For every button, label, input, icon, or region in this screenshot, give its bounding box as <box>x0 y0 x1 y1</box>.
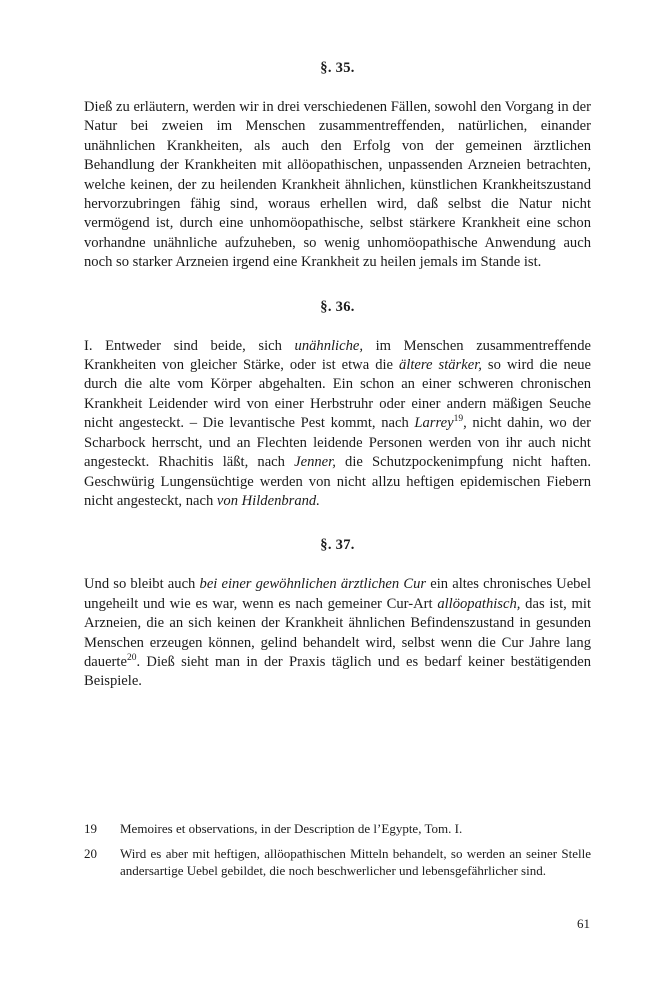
text-run: . Dieß sieht man in der Praxis täglich und es bedarf keiner bestätigenden Beispiele. <box>84 653 591 690</box>
text-run: Wird es aber mit heftigen, allöopathischen Mitteln behandelt, so werden an seiner Stelle andersartige Uebel gebildet, die noch beschwerlicher und lebensgefährlicher sind. <box>120 845 591 879</box>
section-heading-35: §. 35. <box>320 60 355 76</box>
text-run: Dieß zu erläutern, werden wir in drei verschiedenen Fällen, sowohl den Vorgang in der Natur bei zweien im Menschen zusammentreffenden, natürlichen, einander unähnlichen Krankheiten, als auch den Erfolg von der gemeinen ärztlichen Behandlung der Krankheiten mit allöopathischen, unpassenden Arzneien betrachten, welche keinen, der zu heilenden Krankheit ähnlichen, künstlichen Krankheitszustand hervorzubringen fähig sind, woraus erhellen wird, daß selbst die Natur nicht vermögend ist, durch eine unhomöopathische, selbst stärkere Krankheit eine schon vorhandne unähnliche aufzuheben, so wenig unhomöopathische Anwendung auch noch so starker Arzneien irgend eine Krankheit zu heilen jemals im Stande ist. <box>84 99 591 271</box>
text-run: , nicht dahin, wo der Scharbock herrscht, und an Flechten leidende Personen werden von ihr auch nicht angesteckt. Rhachitis läßt, nach <box>84 415 591 471</box>
section-heading-36: §. 36. <box>320 298 355 315</box>
text-run: so wird die neue durch die alte vom Körper abgehalten. Ein schon an einer schweren chronischen Krankheit Leidender wird von einer Herbstruhr oder einer andern mäßigen Seuche nicht angesteckt. – Die levantische Pest kommt, nach <box>84 357 591 432</box>
footnote-reference: 20 <box>126 653 137 664</box>
footnotes-block <box>84 820 591 887</box>
page-number: 61 <box>577 916 590 931</box>
italic-text-run: bei einer gewöhnlichen ärztlichen Cur <box>199 576 427 593</box>
text-run: das ist, mit Arzneien, die an sich keinen der Krankheit ähnlichen Befindenszustand in gesunden Menschen erzeugen können, gelind behandelt wird, selbst wenn die Cur Jahre lang dauerte <box>84 595 591 670</box>
text-run: ein altes chronisches Uebel ungeheilt und wie es war, wenn es nach gemeiner Cur-Art <box>84 576 591 612</box>
footnote-19 <box>84 820 591 838</box>
footnote-20 <box>84 845 591 880</box>
italic-text-run: unähnliche, <box>294 337 364 354</box>
italic-text-run: ältere stärker, <box>399 357 482 374</box>
italic-text-run: Jenner, <box>294 454 336 471</box>
italic-text-run: Larrey <box>414 415 454 432</box>
paragraph-36 <box>84 337 591 512</box>
italic-text-run: allöopathisch, <box>437 595 521 612</box>
paragraph-35 <box>84 98 591 273</box>
footnote-reference: 19 <box>453 414 464 425</box>
page-content <box>84 60 591 718</box>
footnote-text <box>120 845 591 880</box>
text-run: im Menschen zusammentreffende Krankheiten von gleicher Stärke, oder ist etwa die <box>84 337 591 374</box>
text-run: Und so bleibt auch <box>84 576 200 593</box>
text-run: die Schutzpockenimpfung nicht haften. Geschwürig Lungensüchtige werden von nicht allzu heftigen epidemischen Fiebern nicht angesteckt, nach <box>84 454 591 509</box>
section-heading-37: §. 37. <box>320 537 355 554</box>
footnote-number: 19 <box>84 821 97 836</box>
text-run: Memoires et observations, in der Description de l’Egypte, Tom. I. <box>120 821 463 836</box>
italic-text-run: von Hildenbrand. <box>216 492 320 509</box>
footnote-text <box>120 820 591 838</box>
text-run: I. Entweder sind beide, sich <box>84 337 295 354</box>
footnote-number: 20 <box>84 845 97 861</box>
paragraph-37 <box>84 575 591 691</box>
